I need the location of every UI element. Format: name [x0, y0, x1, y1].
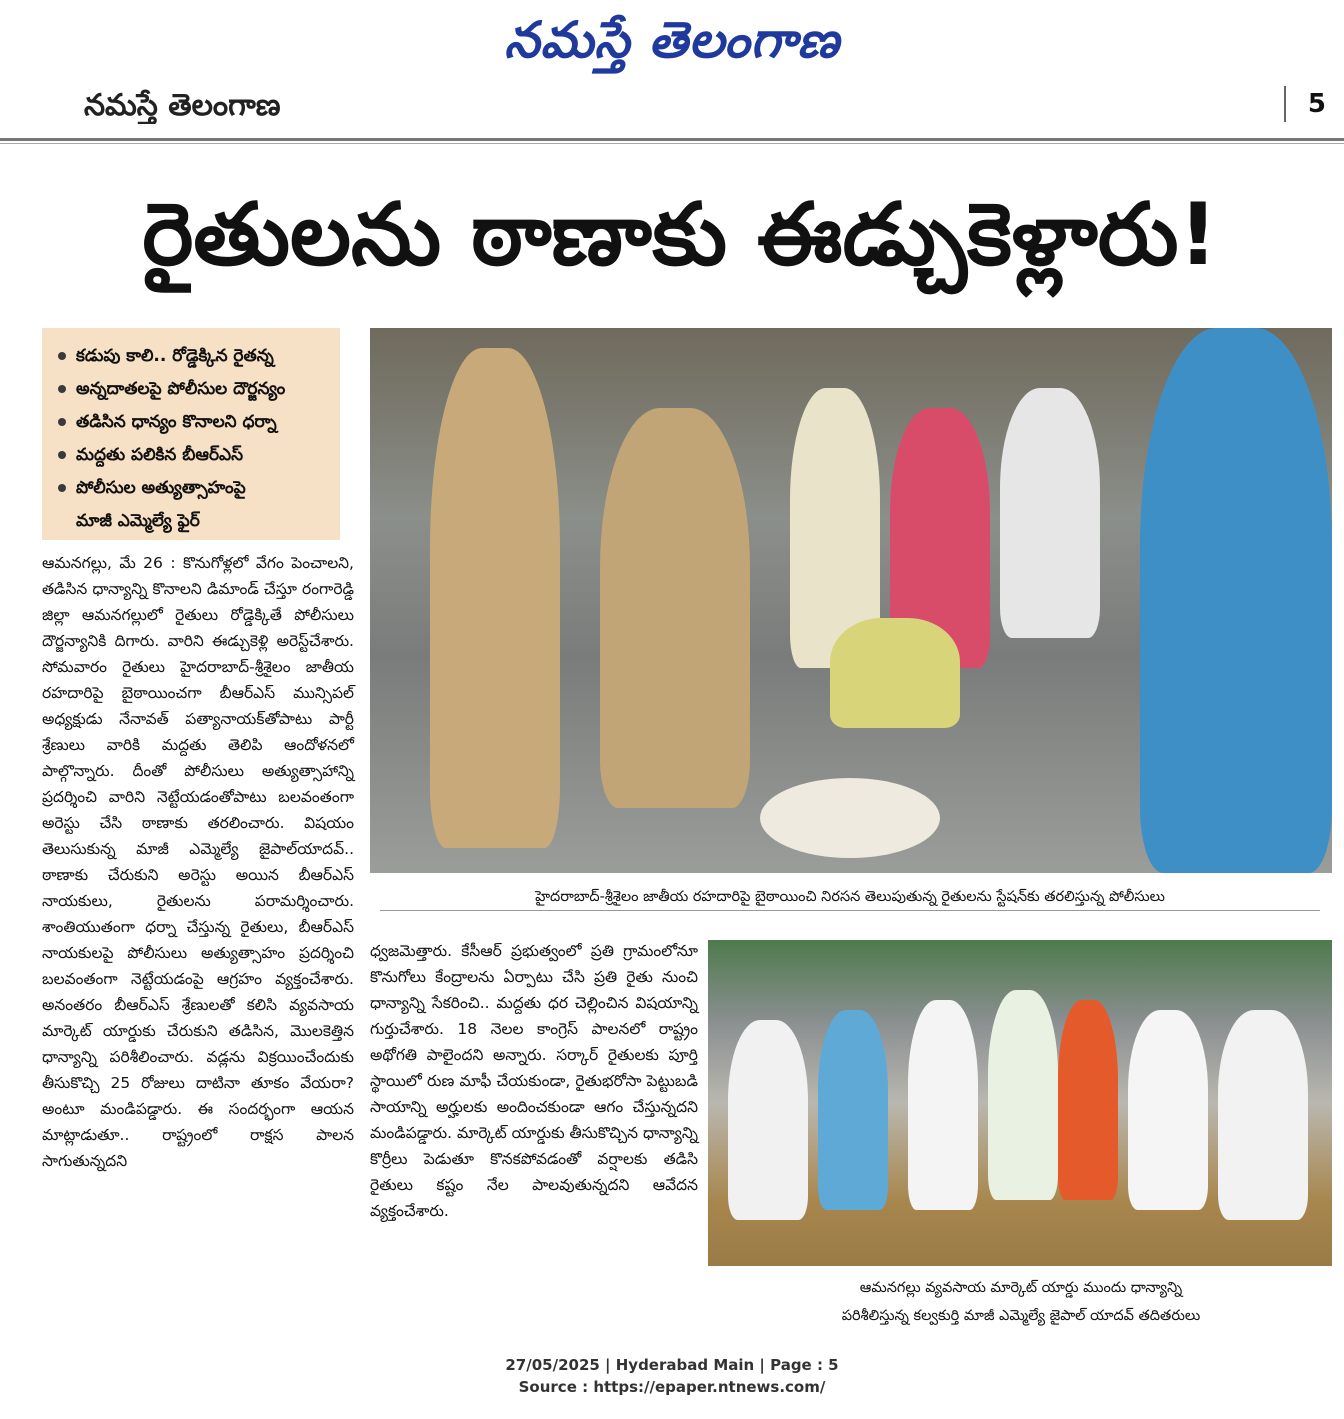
dateline-strip [780, 92, 1270, 118]
person-figure [1218, 1010, 1308, 1220]
highlight-item: కడుపు కాలి.. రోడ్డెక్కిన రైతన్న [56, 340, 330, 373]
page-number: 5 [1284, 86, 1326, 122]
photo-caption-1: హైదరాబాద్-శ్రీశైలం జాతీయ రహదారిపై బైఠాయించి నిరసన తెలుపుతున్న రైతులను స్టేషన్‌కు తరలిస్తున్న పోలీసులు [380, 884, 1320, 911]
header-rule-thin [0, 143, 1344, 144]
article-column-1: ఆమనగల్లు, మే 26 : కొనుగోళ్లలో వేగం పెంచాలని, తడిసిన ధాన్యాన్ని కొనాలని డిమాండ్ చేస్తూ రంగారెడ్డి జిల్లా ఆమనగల్లులో రైతులు రోడ్డెక్కితే పోలీసులు దౌర్జన్యానికి దిగారు. వారిని ఈడ్చుకెళ్లి అరెస్ట్‌చేశారు. సోమవారం రైతులు హైదరాబాద్-శ్రీశైలం జాతీయ రహదారిపై బైఠాయించగా బీఆర్ఎస్ మున్సిపల్ అధ్యక్షుడు నేనావత్ పత్యానాయక్‌తోపాటు పార్టీ శ్రేణులు వారికి మద్దతు తెలిపి ఆందోళనలో పాల్గొన్నారు. దీంతో పోలీసులు అత్యుత్సాహాన్ని ప్రదర్శించి వారిని నెట్టేయడంతోపాటు బలవంతంగా అరెస్టు చేసి ఠాణాకు తరలించారు. విషయం తెలుసుకున్న మాజీ ఎమ్మెల్యే జైపాల్‌యాదవ్.. ఠాణాకు చేరుకుని అరెస్టు అయిన బీఆర్ఎస్ నాయకులు, రైతులను పరామర్శించారు. శాంతియుతంగా ధర్నా చేస్తున్న రైతులు, బీఆర్ఎస్ నాయకులపై పోలీసులు అత్యుత్సాహం ప్రదర్శించి బలవంతంగా నెట్టేయడంపై ఆగ్రహం వ్యక్తంచేశారు. అనంతరం బీఆర్ఎస్ శ్రేణులతో కలిసి వ్యవసాయ మార్కెట్ యార్డుకు చేరుకుని తడిసిన, మొలకెత్తిన ధాన్యాన్ని పరిశీలించారు. వడ్లను విక్రయించేందుకు తీసుకొచ్చి 25 రోజులు దాటినా తూకం వేయరా? అంటూ మండిపడ్డారు. ఈ సందర్భంగా ఆయన మాట్లాడుతూ.. రాష్ట్రంలో రాక్షస పాలన సాగుతున్నదని [42, 554, 354, 1170]
highlight-item: అన్నదాతలపై పోలీసుల దౌర్జన్యం [56, 373, 330, 406]
photo-caption-2-line2: పరిశీలిస్తున్న కల్వకుర్తి మాజీ ఎమ్మెల్యే జైపాల్ యాదవ్ తదితరులు [841, 1308, 1201, 1324]
protest-photo [370, 328, 1332, 873]
masthead-title: నమస్తే తెలంగాణ [504, 11, 840, 69]
footer-source: Source : https://epaper.ntnews.com/ [518, 1378, 826, 1396]
police-figure [600, 408, 750, 808]
highlight-item-continued: మాజీ ఎమ్మెల్యే ఫైర్ [76, 511, 200, 531]
footer-date-edition: 27/05/2025 | Hyderabad Main | Page : 5 [505, 1356, 839, 1374]
person-figure [1000, 388, 1100, 638]
highlight-item: పోలీసుల అత్యుత్సాహంపై [56, 472, 330, 505]
farmer-figure [830, 618, 960, 728]
section-logo: నమస్తే తెలంగాణ [84, 88, 281, 123]
photo-caption-2 [710, 1274, 1332, 1330]
market-yard-photo [708, 940, 1332, 1266]
highlights-box [42, 328, 340, 540]
person-figure [1058, 1000, 1118, 1200]
highlight-item: తడిసిన ధాన్యం కొనాలని ధర్నా [56, 406, 330, 439]
photo-caption-2-line1: ఆమనగల్లు వ్యవసాయ మార్కెట్ యార్డు ముందు ధాన్యాన్ని [859, 1280, 1183, 1296]
person-figure [908, 1000, 978, 1210]
article-column-2: ధ్వజమెత్తారు. కేసీఆర్ ప్రభుత్వంలో ప్రతి గ్రామంలోనూ కొనుగోలు కేంద్రాలను ఏర్పాటు చేసి ప్రతి రైతు నుంచి ధాన్యాన్ని సేకరించి.. మద్దతు ధర చెల్లించిన విషయాన్ని గుర్తుచేశారు. 18 నెలల కాంగ్రెస్ పాలనలో రాష్ట్రం అథోగతి పాలైందని అన్నారు. సర్కార్ రైతులకు పూర్తి స్థాయిలో రుణ మాఫీ చేయకుండా, రైతుభరోసా పెట్టుబడి సాయాన్ని అర్హులకు అందించకుండా ఆగం చేస్తున్నదని మండిపడ్డారు. మార్కెట్ యార్డుకు తీసుకొచ్చిన ధాన్యాన్ని కొర్రీలు పెడుతూ కొనకపోవడంతో వర్షాలకు తడిసి రైతులు కష్టం నేల పాలవుతున్నదని ఆవేదన వ్యక్తంచేశారు. [370, 942, 698, 1220]
person-figure [1128, 1010, 1208, 1210]
person-figure [988, 990, 1058, 1200]
grain-sack [760, 778, 940, 858]
person-figure [1140, 328, 1332, 873]
highlight-item: మద్దతు పలికిన బీఆర్ఎస్ [56, 439, 330, 472]
person-figure [818, 1010, 888, 1210]
headline: రైతులను ఠాణాకు ఈడ్చుకెళ్లారు! [142, 185, 1218, 285]
police-figure [430, 348, 560, 848]
person-figure [728, 1020, 808, 1220]
header-rule [0, 138, 1344, 141]
